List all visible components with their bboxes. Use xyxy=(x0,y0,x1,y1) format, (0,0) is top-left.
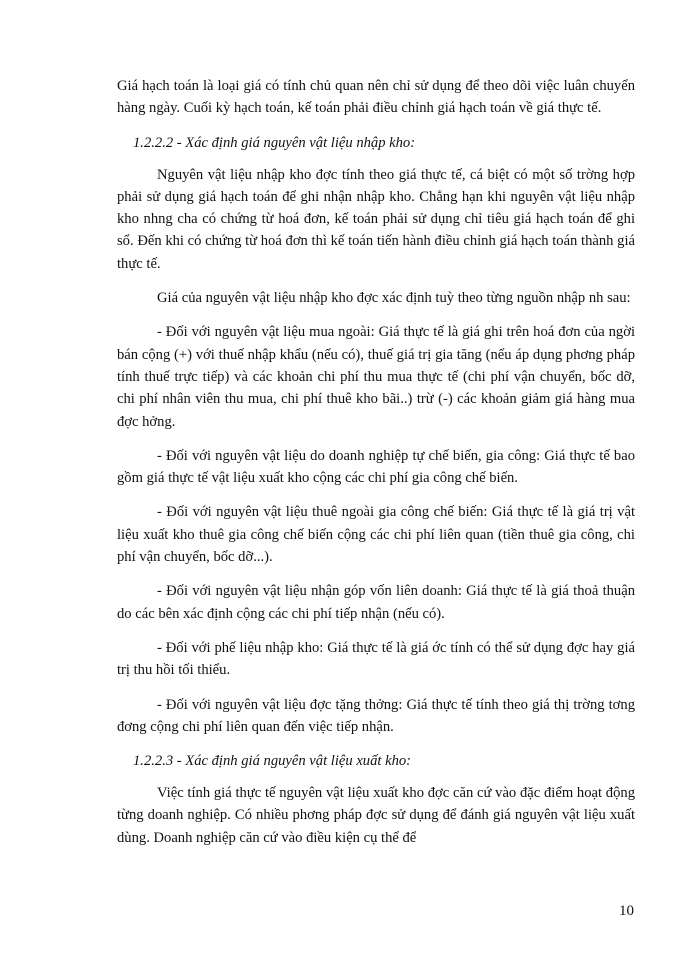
paragraph-outsourced-processing: - Đối với nguyên vật liệu thuê ngoài gia công chế biến: Giá thực tế là giá trị vật liệu xuất kho thuê gia công chế biến cộng các chi phí liên quan (tiền thuê gia công, chi phí vận chuyển, bốc dỡ...). xyxy=(117,504,635,566)
paragraph-import-overview: Nguyên vật liệu nhập kho đợc tính theo giá thực tế, cá biệt có một số trờng hợp phải sử dụng giá hạch toán để ghi nhận nhập kho. Chẳng hạn khi nguyên vật liệu nhập kho nhng cha có chứng từ hoá đơn, kế toán phải sử dụng chỉ tiêu giá hạch toán để ghi sổ. Đến khi có chứng từ hoá đơn thì kế toán tiến hành điều chỉnh giá hạch toán thành giá thực tế. xyxy=(117,166,635,272)
paragraph-import-sources: Giá của nguyên vật liệu nhập kho đợc xác định tuỳ theo từng nguồn nhập nh sau: xyxy=(157,290,631,307)
paragraph-donated: - Đối với nguyên vật liệu đợc tặng thởng: Giá thực tế tính theo giá thị trờng tơng đơng cộng chi phí liên quan đến việc tiếp nhận. xyxy=(117,696,635,735)
section-heading-1-2-2-3: 1.2.2.3 - Xác định giá nguyên vật liệu xuất kho: xyxy=(133,753,412,770)
paragraph-capital-contribution: - Đối với nguyên vật liệu nhận góp vốn liên doanh: Giá thực tế là giá thoả thuận do các bên xác định cộng các chi phí tiếp nhận (nếu có). xyxy=(117,583,635,622)
paragraph-self-processed: - Đối với nguyên vật liệu do doanh nghiệp tự chế biến, gia công: Giá thực tế bao gồm giá thực tế vật liệu xuất kho cộng các chi phí gia công chế biến. xyxy=(117,447,635,487)
section-heading-1-2-2-2: 1.2.2.2 - Xác định giá nguyên vật liệu nhập kho: xyxy=(133,134,416,151)
page-number: 10 xyxy=(619,903,634,919)
paragraph-export-pricing: Việc tính giá thực tế nguyên vật liệu xuất kho đợc căn cứ vào đặc điểm hoạt động từng doanh nghiệp. Có nhiều phơng pháp đợc sử dụng để đánh giá nguyên vật liệu xuất dùng. Doanh nghiệp căn cứ vào điều kiện cụ thể để xyxy=(117,785,635,846)
paragraph-purchased-materials: - Đối với nguyên vật liệu mua ngoài: Giá thực tế là giá ghi trên hoá đơn của ngời bán cộng (+) với thuế nhập khẩu (nếu có), thuế giá trị gia tăng (nếu áp dụng phơng pháp tính thuế trực tiếp) và các khoản chi phí thu mua thực tế (chi phí vận chuyển, bốc dỡ, chi phí nhân viên thu mua, chi phí thuê kho bãi..) trừ (-) các khoản giảm giá hàng mua đợc hởng. xyxy=(117,324,635,430)
paragraph-intro: Giá hạch toán là loại giá có tính chủ quan nên chỉ sử dụng để theo dõi việc luân chuyển hàng ngày. Cuối kỳ hạch toán, kế toán phải điều chỉnh giá hạch toán về giá thực tế. xyxy=(117,78,635,117)
paragraph-scrap: - Đối với phế liệu nhập kho: Giá thực tế là giá ớc tính có thể sử dụng đợc hay giá trị thu hồi tối thiểu. xyxy=(117,639,635,679)
document-body xyxy=(117,75,635,861)
